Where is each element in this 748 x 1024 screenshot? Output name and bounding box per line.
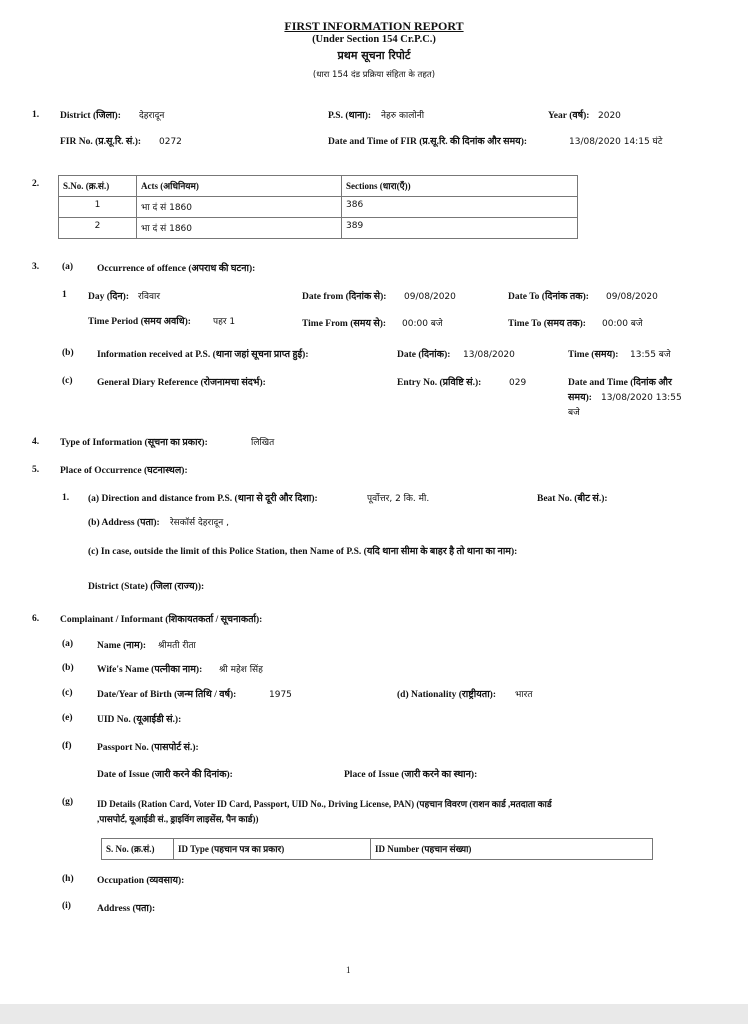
nationality-label: (d) Nationality (राष्ट्रीयता): — [397, 690, 496, 700]
page-number: 1 — [346, 965, 351, 975]
complainant-name-label: Name (नाम): — [97, 641, 147, 651]
wife-name-value: श्री महेश सिंह — [219, 665, 263, 675]
beat-no-label: Beat No. (बीट सं.): — [537, 494, 608, 504]
time-to-label: Time To (समय तक): — [508, 319, 586, 329]
acts-header-section: Sections (धारा(एँ)) — [342, 176, 578, 197]
occurrence-item-number: 1 — [62, 290, 67, 300]
report-title-hindi: प्रथम सूचना रिपोर्ट — [337, 49, 411, 62]
section-3-b: (b) — [62, 348, 74, 358]
direction-label: (a) Direction and distance from P.S. (थाना से दूरी और दिशा): — [88, 494, 318, 504]
section-6-a: (a) — [62, 639, 74, 649]
time-period-label: Time Period (समय अवधि): — [88, 317, 191, 327]
direction-value: पूर्वोत्तर, 2 कि. मी. — [367, 494, 430, 504]
acts-row-section: 386 — [342, 197, 578, 218]
time-to-value: 00:00 बजे — [602, 319, 643, 329]
table-row — [59, 218, 578, 239]
district-label: District (जिला): — [60, 111, 121, 121]
issue-date-label: Date of Issue (जारी करने की दिनांक): — [97, 770, 233, 780]
date-to-value: 09/08/2020 — [606, 292, 658, 302]
fir-datetime-label: Date and Time of FIR (प्र.सू.रि. की दिनांक और समय): — [328, 137, 528, 147]
occurrence-address-label: (b) Address (पता): — [88, 518, 160, 528]
section-3-number: 3. — [32, 262, 40, 272]
dob-value: 1975 — [269, 690, 292, 700]
day-value: रविवार — [138, 292, 161, 302]
date-to-label: Date To (दिनांक तक): — [508, 292, 589, 302]
passport-label: Passport No. (पासपोर्ट सं.): — [97, 743, 199, 753]
fir-number-label: FIR No. (प्र.सू.रि. सं.): — [60, 137, 142, 147]
id-details-label: ID Details (Ration Card, Voter ID Card, Passport, UID No., Driving License, PAN) (पहचान विवरण (राशन कार्ड ,मतदाता कार्ड — [97, 799, 552, 809]
acts-row-sno: 2 — [59, 218, 137, 239]
occurrence-address-value: रेसकॉर्स देहरादून , — [170, 518, 230, 528]
acts-table — [58, 175, 578, 239]
date-from-label: Date from (दिनांक से): — [302, 292, 387, 302]
ps-label: P.S. (थाना): — [328, 111, 372, 121]
district-value: देहरादून — [139, 111, 165, 121]
id-header-number: ID Number (पहचान संख्या) — [371, 839, 653, 860]
year-value: 2020 — [598, 111, 621, 121]
time-from-value: 00:00 बजे — [402, 319, 443, 329]
info-received-label: Information received at P.S. (थाना जहां सूचना प्राप्त हुई): — [97, 350, 309, 360]
uid-label: UID No. (यूआईडी सं.): — [97, 715, 182, 725]
id-details-label-cont: ,पासपोर्ट, यूआईडी सं., ड्राइविंग लाइसेंस, पैन कार्ड)) — [97, 814, 259, 824]
report-subtitle-hindi: (धारा 154 दंड प्रक्रिया संहिता के तहत) — [312, 70, 436, 80]
acts-row-act: भा दं सं 1860 — [137, 197, 342, 218]
occupation-label: Occupation (व्यवसाय): — [97, 876, 185, 886]
entry-no-value: 029 — [509, 378, 527, 388]
section-6-g: (g) — [62, 797, 74, 807]
section-3-c: (c) — [62, 376, 73, 386]
section-6-c: (c) — [62, 688, 73, 698]
complainant-name-value: श्रीमती रीता — [158, 641, 196, 651]
section-2-number: 2. — [32, 179, 40, 189]
time-period-value: पहर 1 — [213, 317, 236, 327]
id-table-header — [102, 839, 653, 860]
ps-value: नेहरु कालोनी — [381, 111, 425, 121]
acts-table-header — [59, 176, 578, 197]
time-from-label: Time From (समय से): — [302, 319, 387, 329]
gd-datetime-label: Date and Time (दिनांक और — [568, 378, 672, 388]
report-title: FIRST INFORMATION REPORT — [284, 19, 464, 33]
report-subtitle: (Under Section 154 Cr.P.C.) — [312, 34, 436, 45]
wife-name-label: Wife's Name (पत्नीका नाम): — [97, 665, 203, 675]
info-time-value: 13:55 बजे — [630, 350, 671, 360]
outside-ps-label: (c) In case, outside the limit of this Police Station, then Name of P.S. (यदि थाना सीमा के बाहर है तो थाना का नाम): — [88, 547, 518, 557]
occurrence-label: Occurrence of offence (अपराध की घटना): — [97, 264, 256, 274]
page-bottom-band — [0, 1004, 748, 1024]
gd-reference-label: General Diary Reference (रोजनामचा संदर्भ): — [97, 378, 266, 388]
entry-no-label: Entry No. (प्रविष्टि सं.): — [397, 378, 482, 388]
complainant-address-label: Address (पता): — [97, 904, 156, 914]
fir-datetime-value: 13/08/2020 14:15 घंटे — [569, 137, 663, 147]
section-6-f: (f) — [62, 741, 72, 751]
info-date-label: Date (दिनांक): — [397, 350, 451, 360]
acts-row-act: भा दं सं 1860 — [137, 218, 342, 239]
table-row — [59, 197, 578, 218]
section-5-number: 5. — [32, 465, 40, 475]
info-type-label: Type of Information (सूचना का प्रकार): — [60, 438, 208, 448]
section-6-i: (i) — [62, 901, 71, 911]
place-item-number: 1. — [62, 493, 70, 503]
date-from-value: 09/08/2020 — [404, 292, 456, 302]
section-6-h: (h) — [62, 874, 74, 884]
section-6-b: (b) — [62, 663, 74, 673]
dob-label: Date/Year of Birth (जन्म तिथि / वर्ष): — [97, 690, 237, 700]
place-of-occurrence-label: Place of Occurrence (घटनास्थल): — [60, 466, 188, 476]
gd-datetime-value-cont: बजे — [568, 408, 580, 418]
gd-datetime-value: 13/08/2020 13:55 — [601, 393, 682, 403]
year-label: Year (वर्ष): — [548, 111, 590, 121]
info-type-value: लिखित — [251, 438, 275, 448]
section-6-e: (e) — [62, 713, 73, 723]
nationality-value: भारत — [515, 690, 533, 700]
id-header-sno: S. No. (क्र.सं.) — [102, 839, 174, 860]
acts-row-sno: 1 — [59, 197, 137, 218]
acts-row-section: 389 — [342, 218, 578, 239]
issue-place-label: Place of Issue (जारी करने का स्थान): — [344, 770, 478, 780]
acts-header-sno: S.No. (क्र.सं.) — [59, 176, 137, 197]
section-3-a: (a) — [62, 262, 74, 272]
fir-number-value: 0272 — [159, 137, 182, 147]
complainant-label: Complainant / Informant (शिकायतकर्ता / सूचनाकर्ता): — [60, 615, 263, 625]
section-6-number: 6. — [32, 614, 40, 624]
info-date-value: 13/08/2020 — [463, 350, 515, 360]
section-1-number: 1. — [32, 110, 40, 120]
district-state-label: District (State) (जिला (राज्य)): — [88, 582, 205, 592]
day-label: Day (दिन): — [88, 292, 130, 302]
acts-header-act: Acts (अधिनियम) — [137, 176, 342, 197]
id-header-type: ID Type (पहचान पत्र का प्रकार) — [174, 839, 371, 860]
gd-datetime-label-cont: समय): — [568, 393, 592, 403]
id-details-table — [101, 838, 653, 860]
info-time-label: Time (समय): — [568, 350, 619, 360]
section-4-number: 4. — [32, 437, 40, 447]
